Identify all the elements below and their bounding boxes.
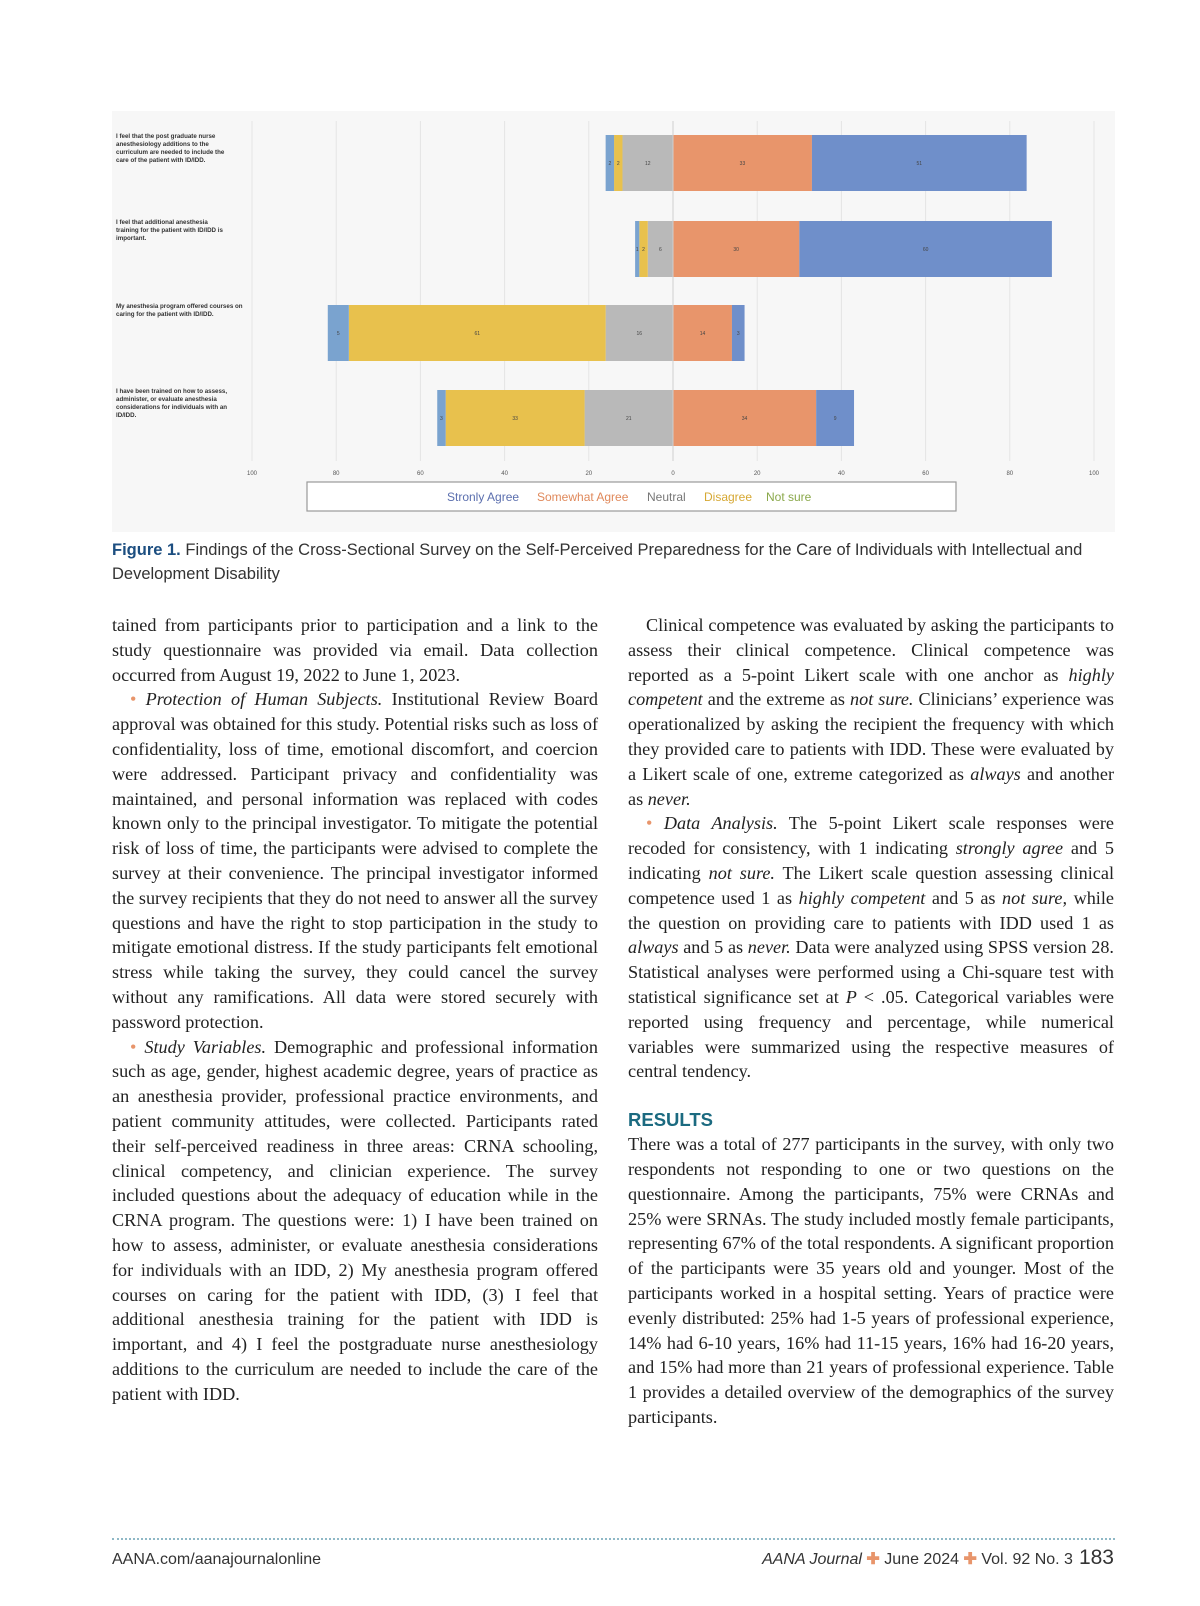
legend-label: Not sure — [766, 490, 812, 504]
figure-caption-text: Findings of the Cross-Sectional Survey on the Self-Perceived Preparedness for the Care of Individuals with Intellectual and Development Disability — [112, 541, 1083, 583]
x-tick-label: 60 — [922, 471, 929, 477]
x-tick-label: 100 — [246, 471, 258, 477]
x-tick-label: 20 — [753, 471, 761, 477]
paragraph-study-variables — [112, 1035, 598, 1407]
category-label: administer, or evaluate anesthesia — [116, 396, 217, 403]
category-label: important. — [116, 235, 147, 242]
footer-divider — [112, 1538, 1115, 1540]
right-column — [628, 613, 1114, 1430]
legend-box — [307, 482, 956, 511]
category-label: I have been trained on how to assess, — [116, 388, 228, 395]
page-number: 183 — [1078, 1546, 1114, 1569]
category-label: caring for the patient with ID/IDD. — [116, 311, 214, 318]
figure-caption — [112, 538, 1112, 586]
italic-run: always — [970, 763, 1021, 784]
data-label: 9 — [833, 416, 837, 422]
text-run: The Likert scale question assessing clinical competence used 1 as — [628, 862, 1114, 908]
text-run: The 5-point Likert scale responses were recoded for consistency, with 1 indicating — [628, 813, 1114, 859]
bullet-icon: • — [646, 813, 653, 834]
category-label: care of the patient with ID/IDD. — [116, 157, 206, 164]
figure-chart — [112, 111, 1115, 532]
footer-date: June 2024 — [884, 1551, 960, 1568]
paragraph-results: There was a total of 277 participants in the survey, with only two respondents not responding to one or two questions on the questionnaire. Among the participants, 75% were CRNAs and 25% were SRNAs. The study included mostly female participants, representing 67% of the total respondents. A significant proportion of the participants were 35 years old and younger. Most of the participants worked in a hospital setting. Years of practice were evenly distributed: 25% had 1-5 years of professional experience, 14% had 6-10 years, 16% had 11-15 years, 16% had 16-20 years, and 15% had more than 21 years of professional experience. Table 1 provides a detailed overview of the demographics of the survey participants. — [628, 1134, 1114, 1427]
text-run: and 5 as — [925, 887, 1003, 908]
text-run: and 5 indicating — [628, 838, 1114, 883]
legend-label: Neutral — [647, 490, 686, 504]
data-label: 3 — [736, 331, 740, 337]
text-run: < .05. Categorical variables were reported using frequency and percentage, while numerical variables were summarized using the respective measures of central tendency. — [628, 986, 1114, 1082]
data-label: 60 — [922, 247, 929, 253]
data-label: 5 — [336, 331, 340, 337]
run-in-head-analysis: Data Analysis. — [663, 813, 778, 834]
text-run: and another as — [628, 763, 1115, 809]
data-label: 16 — [636, 331, 643, 337]
italic-run: not sure, — [1002, 887, 1068, 908]
italic-run: always — [628, 937, 679, 958]
paragraph-protection — [112, 687, 598, 1034]
run-in-head-variables: Study Variables. — [144, 1036, 267, 1057]
text-run: while the question on providing care to patients with IDD used 1 as — [628, 887, 1114, 933]
italic-run: highly competent — [628, 664, 1114, 710]
footer-volume: Vol. 92 No. 3 — [981, 1551, 1073, 1568]
x-tick-label: 40 — [501, 471, 508, 477]
text-run: Clinicians’ experience was operationalized by asking the recipient the frequency with which they provided care to patients with IDD. These were evaluated by a Likert scale of one, extreme categorized as — [628, 689, 1115, 784]
bullet-icon: • — [130, 1036, 137, 1057]
data-label: 21 — [626, 416, 632, 422]
data-label: 2 — [608, 161, 612, 167]
data-label: 61 — [474, 331, 481, 337]
text-run: and the extreme as — [702, 689, 851, 710]
category-label: I feel that additional anesthesia — [116, 219, 208, 226]
footer-citation — [762, 1546, 1114, 1570]
data-label: 51 — [916, 161, 923, 167]
text-run: and 5 as — [678, 937, 748, 958]
text-run: Clinical competence was evaluated by asking the participants to assess their clinical competence. Clinical competence was reported as a 5-point Likert scale with one anchor as — [628, 615, 1114, 685]
category-label: My anesthesia program offered courses on — [116, 303, 243, 310]
x-tick-label: 80 — [332, 471, 340, 477]
bullet-icon: • — [130, 689, 137, 710]
x-tick-label: 0 — [671, 471, 675, 477]
italic-run: not sure. — [708, 862, 775, 883]
x-tick-label: 60 — [417, 471, 424, 477]
left-column — [112, 613, 598, 1407]
figure-label: Figure 1. — [112, 541, 181, 559]
footer-journal: AANA Journal — [762, 1551, 862, 1568]
data-label: 1 — [635, 247, 639, 253]
paragraph-data-analysis — [628, 811, 1114, 1084]
legend-label: Somewhat Agree — [537, 490, 629, 504]
x-tick-label: 20 — [585, 471, 593, 477]
italic-run: P — [845, 986, 857, 1007]
data-label: 14 — [699, 331, 706, 337]
text-run: Data were analyzed using SPSS version 28. Statistical analyses were performed using a Chi-square test with statistical significance set at — [628, 937, 1114, 1007]
data-label: 33 — [512, 416, 518, 422]
italic-run: not sure. — [850, 689, 914, 710]
data-label: 34 — [741, 416, 748, 422]
results-heading: RESULTS — [628, 1109, 713, 1131]
italic-run: never. — [647, 788, 691, 809]
category-label: anesthesiology additions to the — [116, 141, 209, 148]
x-tick-label: 80 — [1006, 471, 1014, 477]
diverging-bar-chart — [112, 111, 1115, 532]
legend-label: Disagree — [704, 490, 753, 504]
paragraph-clinical-competence — [628, 613, 1114, 811]
run-in-head-protection: Protection of Human Subjects. — [145, 689, 383, 710]
variables-body: Demographic and professional information such as age, gender, highest academic degree, years of practice as an anesthesia provider, professional practice environments, and patient community attitudes, were collected. Participants rated their self-perceived readiness in three areas: CRNA schooling, clinical competency, and clinician experience. The survey included questions about the adequacy of education while in the CRNA program. The questions were: 1) I have been trained on how to assess, administer, or evaluate anesthesia considerations for individuals with an IDD, 2) My anesthesia program offered courses on caring for the patient with IDD, (3) I feel that additional anesthesia training for the patient with IDD is important, and 4) I feel the postgraduate nurse anesthesiology additions to the curriculum are needed to include the care of the patient with IDD. — [112, 1036, 598, 1404]
x-tick-label: 40 — [838, 471, 845, 477]
italic-run: strongly agree — [955, 838, 1064, 859]
data-label: 33 — [739, 161, 746, 167]
data-label: 2 — [616, 161, 620, 167]
data-label: 3 — [440, 416, 443, 422]
legend-label: Stronly Agree — [447, 490, 520, 504]
category-label: I feel that the post graduate nurse — [116, 133, 216, 140]
data-label: 2 — [642, 247, 645, 253]
category-label: curriculum are needed to include the — [116, 149, 225, 156]
category-label: ID/IDD. — [116, 412, 137, 419]
plus-icon: ✚ — [866, 1551, 880, 1568]
paragraph-data-collection: tained from participants prior to participation and a link to the study questionnaire was provided via email. Data collection occurred from August 19, 2022 to June 1, 2023. — [112, 615, 598, 685]
category-label: considerations for individuals with an — [116, 404, 228, 411]
italic-run: highly competent — [798, 887, 926, 908]
protection-body: Institutional Review Board approval was obtained for this study. Potential risks such as loss of confidentiality, loss of time, emotional discomfort, and coercion were addressed. Participant privacy and confidentiality was maintained, and personal information was replaced with codes known only to the principal investigator. To mitigate the potential risk of loss of time, the participants were advised to complete the survey at their convenience. The principal investigator informed the survey recipients that they do not need to answer all the survey questions and have the right to stop participation in the study to mitigate emotional distress. If the study participants felt emotional stress while taking the survey, they could cancel the survey without any ramifications. All data were stored securely with password protection. — [112, 689, 599, 1032]
italic-run: never. — [747, 937, 791, 958]
data-label: 30 — [733, 247, 739, 253]
plus-icon: ✚ — [963, 1551, 977, 1568]
data-label: 6 — [658, 247, 662, 253]
footer-website: AANA.com/aanajournalonline — [112, 1551, 322, 1568]
x-tick-label: 100 — [1088, 471, 1100, 477]
data-label: 12 — [644, 161, 651, 167]
category-label: training for the patient with ID/IDD is — [116, 227, 223, 234]
